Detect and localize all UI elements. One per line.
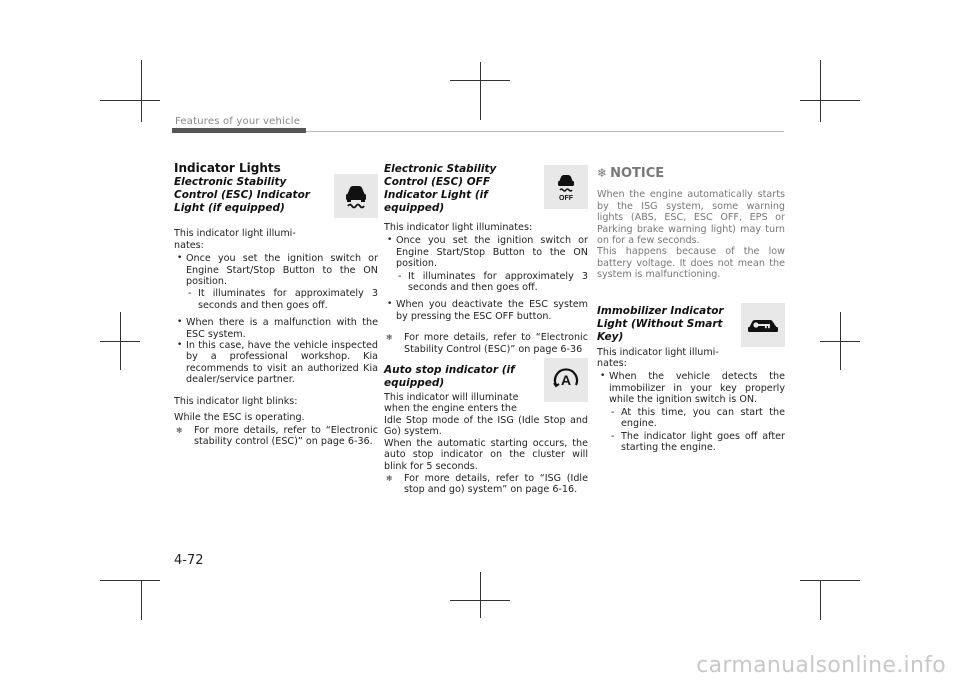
crop-mark (480, 62, 481, 120)
immobilizer-subtitle-line: Key) (597, 330, 624, 343)
esc-reference: ❄ For more details, refer to “Electronic stability control (ESC)” on page 6-36. (174, 425, 378, 448)
auto-stop-icon-label: A (560, 372, 572, 389)
immobilizer-bullet: • When the vehicle detects the immobilizer in your key properly while the ignition switch is ON. (597, 371, 785, 405)
crop-mark (480, 572, 481, 618)
esc-off-subtitle-line: Electronic Stability (384, 163, 497, 175)
auto-stop-heading-block (384, 364, 588, 392)
esc-off-bullet: • When you deactivate the ESC system by pressing the ESC OFF button. (384, 299, 588, 322)
crop-mark (450, 600, 510, 601)
crop-mark (100, 100, 160, 101)
esc-bullet: • Once you set the ignition switch or Engine Start/Stop Button to the ON position. (174, 253, 378, 287)
auto-stop-text: When the automatic starting occurs, the auto stop indicator on the cluster will blink for 5 seconds. (384, 437, 588, 472)
immobilizer-dash: - The indicator light goes off after starting the engine. (597, 431, 785, 454)
crop-mark (800, 100, 860, 101)
column-esc-off-indicator (384, 163, 588, 496)
immobilizer-dash: - At this time, you can start the engine. (597, 407, 785, 430)
esc-subtitle-line: Light (if equipped) (174, 202, 285, 215)
crop-mark (100, 341, 140, 342)
immobilizer-subtitle-line: Immobilizer Indicator (597, 304, 724, 317)
esc-off-subtitle-line: equipped) (384, 202, 445, 214)
crop-mark (820, 341, 860, 342)
esc-intro-line: This indicator light illumi- (174, 228, 296, 240)
esc-blinks-title: This indicator light blinks: (174, 395, 298, 407)
esc-off-reference: ❄ For more details, refer to “Electronic Stability Control (ESC)” on page 6-36 (384, 332, 588, 355)
auto-stop-subtitle-line: Auto stop indicator (if (384, 364, 515, 377)
notice-paragraph: This happens because of the low battery voltage. It does not mean the system is malfunctioning. (597, 246, 785, 281)
esc-blinks-text: While the ESC is operating. (174, 412, 305, 424)
crop-mark (800, 580, 860, 581)
esc-off-heading-block (384, 163, 588, 221)
immobilizer-intro-line: This indicator light illumi- (597, 346, 719, 358)
auto-stop-line: This indicator will illuminate (384, 392, 519, 404)
immobilizer-heading-block (597, 305, 785, 347)
esc-off-subtitle-line: Indicator Light (if (384, 189, 488, 201)
esc-intro-line: nates: (174, 239, 204, 251)
auto-stop-reference: ❄ For more details, refer to “ISG (Idle stop and go) system” on page 6-16. (384, 473, 588, 496)
crop-mark (141, 60, 142, 122)
esc-subtitle-line: Electronic Stability (174, 176, 287, 189)
crop-mark (820, 60, 821, 122)
immobilizer-subtitle-line: Light (Without Smart (597, 317, 723, 330)
esc-off-subtitle-line: Control (ESC) OFF (384, 176, 491, 188)
esc-skid-car-icon (334, 174, 378, 218)
esc-bullet: • When there is a malfunction with the ESC system. (174, 317, 378, 340)
section-header: Features of your vehicle (175, 116, 301, 127)
header-bar (172, 128, 306, 133)
esc-off-intro: This indicator light illuminates: (384, 222, 533, 233)
esc-bullet-cont: • In this case, have the vehicle inspected by a professional workshop. Kia recommends to visit an authorized Kia dealer/service partner. (174, 340, 378, 386)
crop-mark (100, 580, 160, 581)
main-title: Indicator Lights (174, 161, 281, 175)
header-rule (306, 131, 784, 132)
notice-title (597, 168, 785, 179)
crop-mark (141, 580, 142, 620)
crop-mark (450, 80, 510, 81)
auto-stop-line: when the engine enters the (384, 403, 517, 415)
esc-dash: - It illuminates for approximately 3 seconds and then goes off. (174, 288, 378, 311)
esc-off-icon (544, 165, 588, 209)
notice-title-text: NOTICE (610, 166, 665, 181)
car-key-icon (741, 303, 785, 347)
esc-off-icon-label: OFF (559, 195, 573, 202)
esc-off-dash: - It illuminates for approximately 3 seconds and then goes off. (384, 271, 588, 294)
esc-off-bullet: • Once you set the ignition switch or Engine Start/Stop Button to the ON position. (384, 235, 588, 269)
auto-stop-icon (544, 358, 588, 402)
auto-stop-text: Idle Stop mode of the ISG (Idle Stop and Go) system. (384, 414, 588, 438)
page-number: 4-72 (174, 553, 204, 568)
watermark: carmanualsonline.info (696, 653, 946, 678)
notice-star-icon: ❄ (597, 166, 608, 180)
notice-paragraph: When the engine automatically starts by the ISG system, some warning lights (ABS, ESC, ESC OFF, EPS or Parking brake warning light) may turn on for a few seconds. (597, 189, 785, 247)
auto-stop-subtitle-line: equipped) (384, 377, 445, 390)
column-notice-immobilizer (597, 163, 785, 453)
crop-mark (820, 580, 821, 620)
column-esc-indicator (174, 163, 378, 447)
immobilizer-intro-line: nates: (597, 358, 627, 370)
esc-subtitle-line: Control (ESC) Indicator (174, 189, 310, 202)
esc-heading-block (174, 176, 378, 230)
